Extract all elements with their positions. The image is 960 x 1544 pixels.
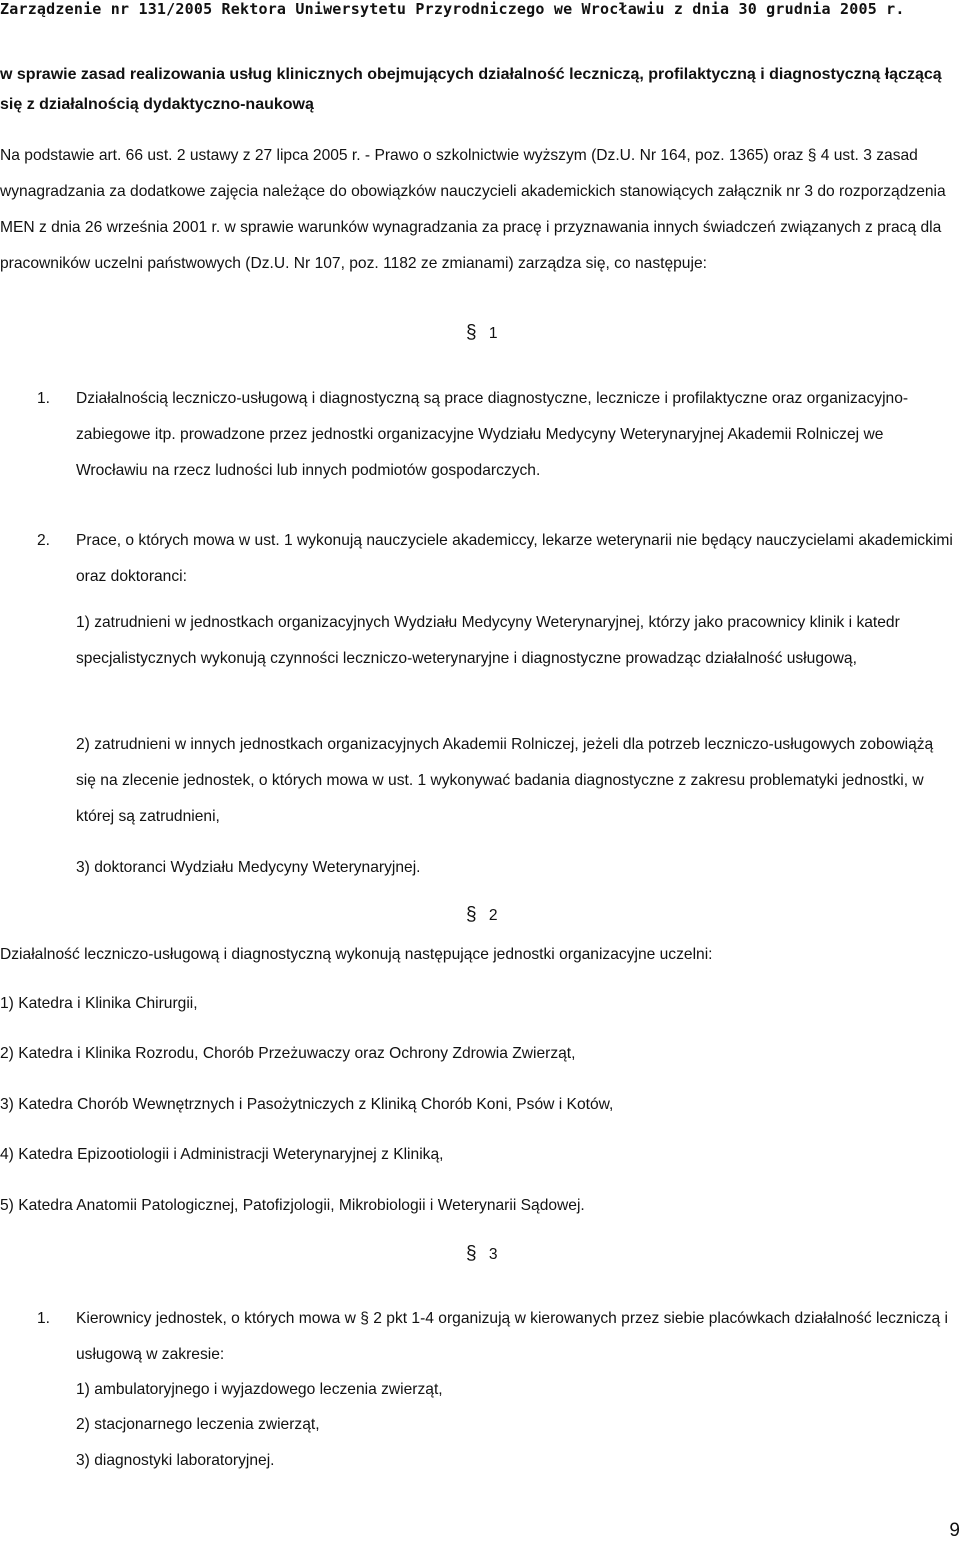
section-1-subitem-2: 2) zatrudnieni w innych jednostkach organizacyjnych Akademii Rolniczej, jeżeli dla potrzeb leczniczo-usługowych zobowiążą się na zlecenie jednostek, o których mowa w ust. 1 wykonywać badania diagnostyczne z zakresu problematyki jednostki, w której są zatrudnieni, [76,736,934,825]
section-1-item-2 [0,523,956,595]
section-symbol: § [466,322,477,343]
section-2-list-item: 1) Katedra i Klinika Chirurgii, [0,995,198,1012]
item-text: Kierownicy jednostek, o których mowa w § 2 pkt 1-4 organizują w kierowanych przez siebie placówkach działalność leczniczą i usługową w zakresie: [76,1310,948,1363]
page-number: 9 [949,1520,960,1541]
section-3-heading [466,1243,498,1265]
section-3-item-1 [0,1301,956,1373]
intro-paragraph: Na podstawie art. 66 ust. 2 ustawy z 27 lipca 2005 r. - Prawo o szkolnictwie wyższym (Dz.U. Nr 164, poz. 1365) oraz § 4 ust. 3 zasad wynagradzania za dodatkowe zajęcia należące do obowiązków nauczycieli akademickich stanowiących załącznik nr 3 do rozporządzenia MEN z dnia 26 września 2001 r. w sprawie warunków wynagradzania za pracę i przyznawania innych świadczeń związanych z pracą dla pracowników uczelni państwowych (Dz.U. Nr 107, poz. 1182 ze zmianami) zarządza się, co następuje: [0,147,946,272]
item-number: 1. [37,390,51,407]
item-number: 1. [37,1310,51,1327]
item-number: 2. [37,532,51,549]
section-2-lead: Działalność leczniczo-usługową i diagnostyczną wykonują następujące jednostki organizacyjne uczelni: [0,946,713,963]
section-2-list-item: 2) Katedra i Klinika Rozrodu, Chorób Przeżuwaczy oraz Ochrony Zdrowia Zwierząt, [0,1045,576,1062]
section-2-list-item: 4) Katedra Epizootiologii i Administracji Weterynaryjnej z Kliniką, [0,1146,444,1163]
section-3-subitem-2: 2) stacjonarnego leczenia zwierząt, [76,1416,320,1433]
section-1-item-1 [0,381,956,489]
section-symbol: § [466,904,477,925]
document-title: w sprawie zasad realizowania usług klinicznych obejmujących działalność leczniczą, profilaktyczną i diagnostyczną łączącą się z działalnością dydaktyczno-naukową [0,66,942,113]
section-number: 1 [488,325,498,342]
document-header: Zarządzenie nr 131/2005 Rektora Uniwersytetu Przyrodniczego we Wrocławiu z dnia 30 grudnia 2005 r. [0,0,905,18]
section-2-list-item: 5) Katedra Anatomii Patologicznej, Patofizjologii, Mikrobiologii i Weterynarii Sądowej. [0,1197,585,1214]
section-number: 3 [488,1246,498,1263]
section-1-heading [466,322,498,344]
section-1-subitem-1: 1) zatrudnieni w jednostkach organizacyjnych Wydziału Medycyny Weterynaryjnej, którzy jako pracownicy klinik i katedr specjalistycznych wykonują czynności leczniczo-weterynaryjne i diagnostyczne prowadząc działalność usługową, [76,614,900,667]
section-3-subitem-3: 3) diagnostyki laboratoryjnej. [76,1452,275,1469]
section-number: 2 [488,907,498,924]
section-2-list-item: 3) Katedra Chorób Wewnętrznych i Pasożytniczych z Kliniką Chorób Koni, Psów i Kotów, [0,1096,614,1113]
section-symbol: § [466,1243,477,1264]
item-text: Prace, o których mowa w ust. 1 wykonują nauczyciele akademiccy, lekarze weterynarii nie będący nauczycielami akademickimi oraz doktoranci: [76,532,953,585]
section-3-subitem-1: 1) ambulatoryjnego i wyjazdowego leczenia zwierząt, [76,1381,443,1398]
section-1-subitem-3: 3) doktoranci Wydziału Medycyny Weterynaryjnej. [76,859,421,876]
section-2-heading [466,904,498,926]
item-text: Działalnością leczniczo-usługową i diagnostyczną są prace diagnostyczne, lecznicze i profilaktyczne oraz organizacyjno-zabiegowe itp. prowadzone przez jednostki organizacyjne Wydziału Medycyny Weterynaryjnej Akademii Rolniczej we Wrocławiu na rzecz ludności lub innych podmiotów gospodarczych. [76,390,909,479]
